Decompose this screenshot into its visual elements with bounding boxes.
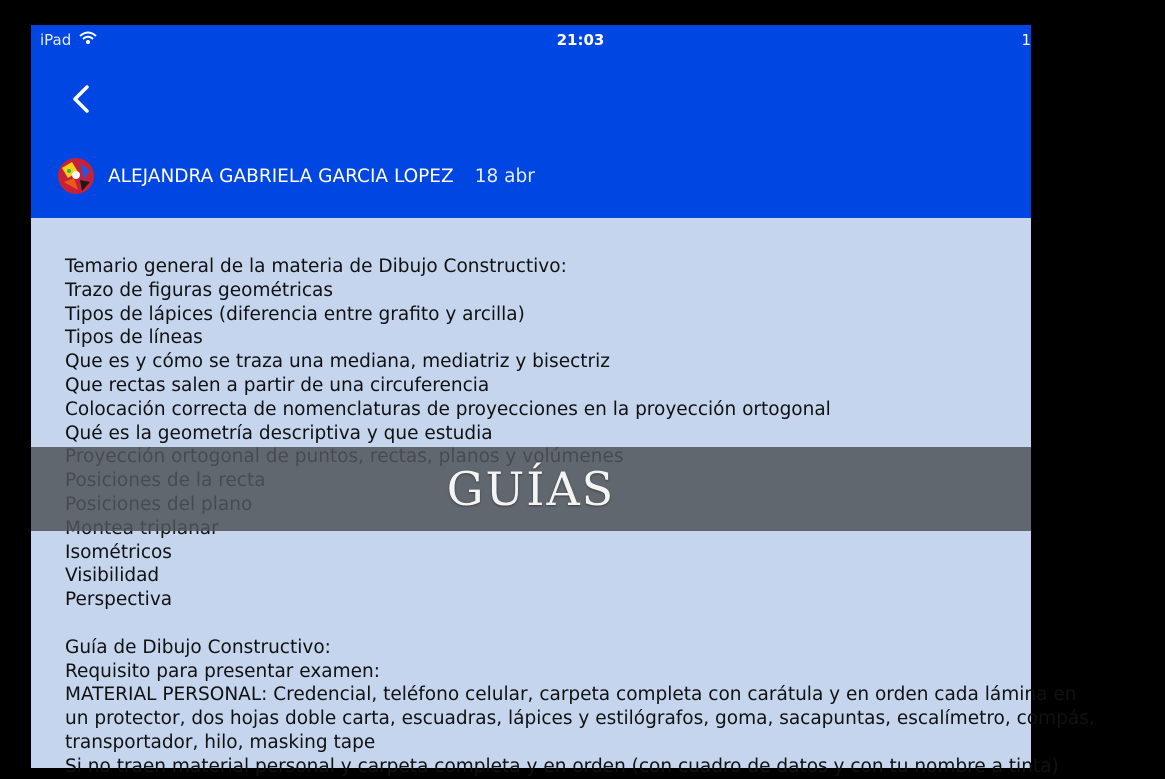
content-line: un protector, dos hojas doble carta, escuadras, lápices y estilógrafos, goma, sacapuntas, escalímetro, compás, [65,708,1095,730]
content-line: Colocación correcta de nomenclaturas de proyecciones en la proyección ortogonal [65,398,831,420]
guias-banner [31,447,1031,531]
screen [31,25,1095,777]
blank-line [65,612,1165,636]
content-line: Qué es la geometría descriptiva y que estudia [65,422,493,444]
content-line: Requisito para presentar examen: [65,660,380,682]
content-line: MATERIAL PERSONAL: Credencial, teléfono celular, carpeta completa con carátula y en orden cada lámina en [65,684,1077,706]
content-line: Isométricos [65,541,172,563]
content-line: transportador, hilo, masking tape [65,731,376,753]
author-name: ALEJANDRA GABRIELA GARCIA LOPEZ [108,165,454,187]
content-line: Guía de Dibujo Constructivo: [65,636,331,658]
content-line: Perspectiva [65,589,173,611]
chevron-left-icon [65,81,101,117]
content-line: Visibilidad [65,565,160,587]
status-time: 21:03 [556,31,605,49]
back-button[interactable] [65,81,101,117]
content-line: Que rectas salen a partir de una circuferencia [65,374,490,396]
banner-title: GUÍAS [446,462,616,516]
post-date: 18 abr [474,165,535,187]
content-line: Que es y cómo se traza una mediana, mediatriz y bisectriz [65,351,610,373]
content-line: Si no traen material personal y carpeta completa y en orden (con cuadro de datos y con tu nombre a tinta) [65,755,1059,777]
content-line: Trazo de figuras geométricas [65,279,334,301]
content-line: Tipos de lápices (diferencia entre grafito y arcilla) [65,303,525,325]
device-name: iPad [40,31,72,49]
header [31,25,1031,218]
post-author-row [58,158,535,194]
status-bar-right: 1 [1021,31,1031,49]
content-line: Tipos de líneas [65,327,203,349]
content-line: Temario general de la materia de Dibujo Constructivo: [65,256,567,277]
avatar[interactable] [58,158,94,194]
